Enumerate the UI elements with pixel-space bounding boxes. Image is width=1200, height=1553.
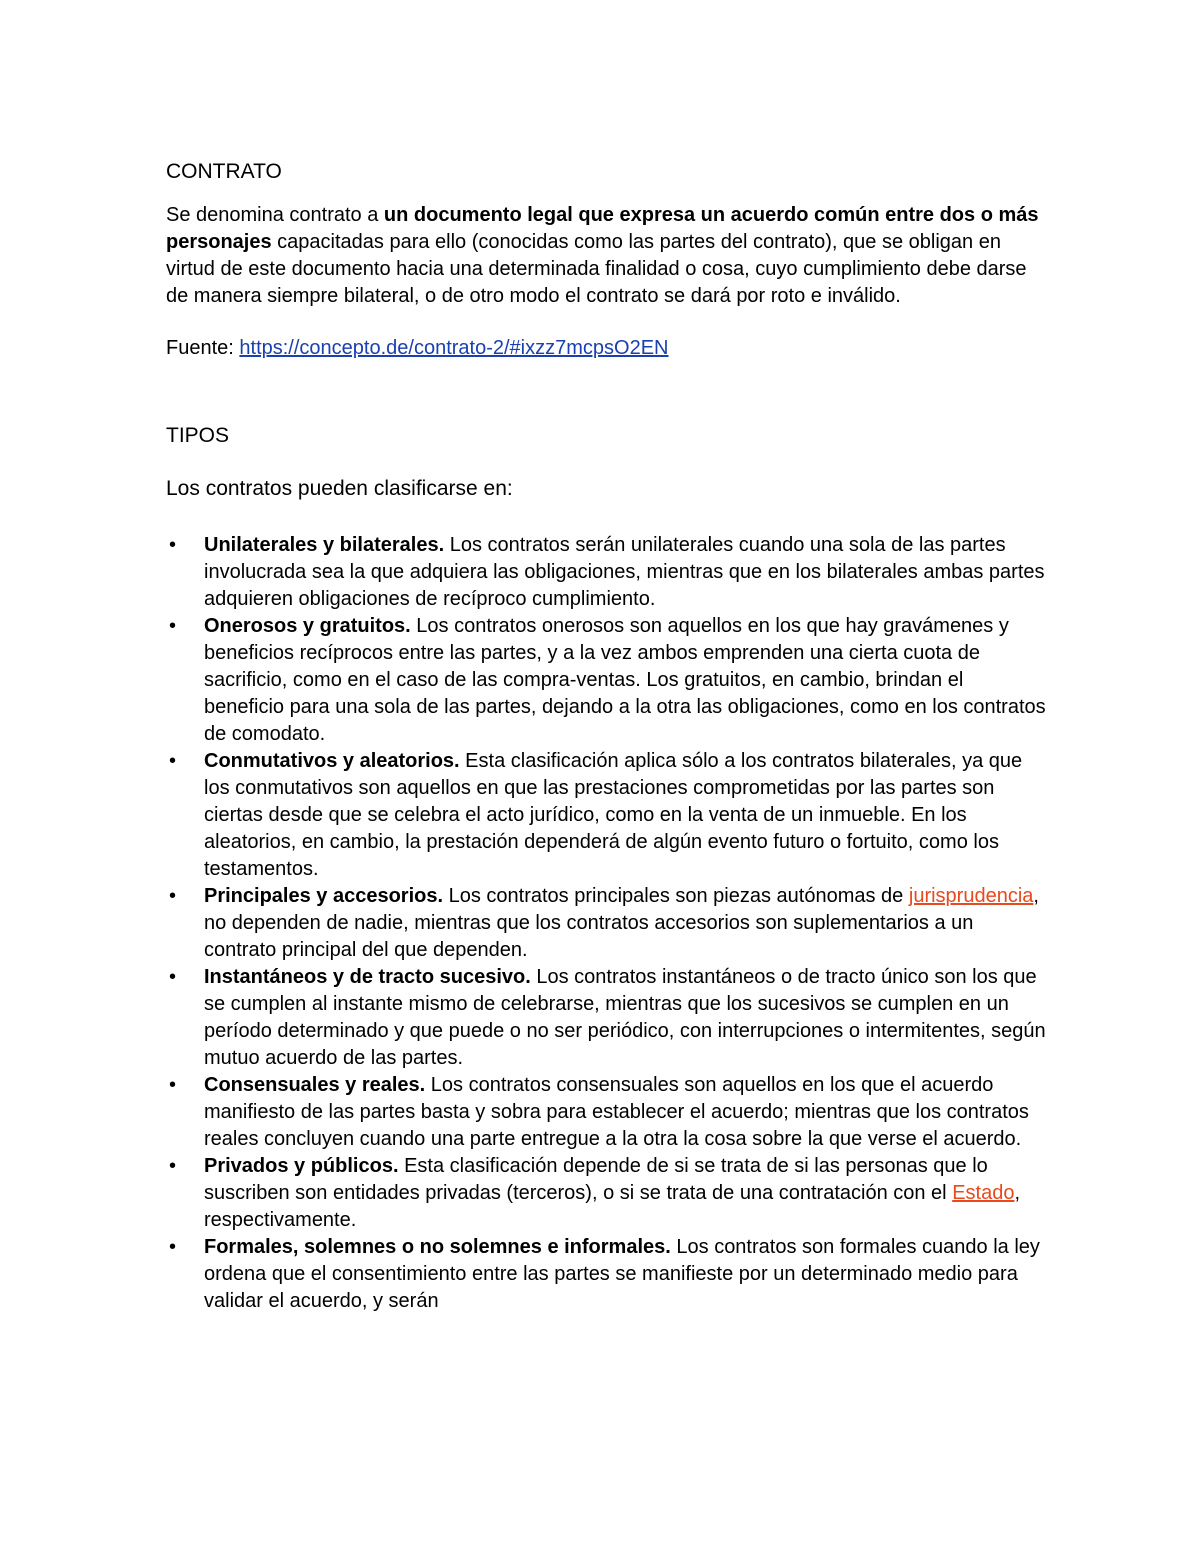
- definition-paragraph: [166, 202, 1046, 310]
- definition-rest: capacitadas para ello (conocidas como las partes del contrato), que se obligan en virtud de este documento hacia una determinada finalidad o cosa, cuyo cumplimiento debe darse de manera siempre bilateral, o de otro modo el contrato se dará por roto e inválido.: [166, 231, 1027, 307]
- type-text-after: , respectivamente.: [204, 1182, 1021, 1231]
- bullet-icon: •: [169, 1155, 177, 1177]
- list-item: [166, 1234, 1046, 1315]
- bullet-icon: •: [169, 1236, 177, 1258]
- type-text: Los contratos onerosos son aquellos en los que hay gravámenes y beneficios recíprocos entre las partes, y a la vez ambos emprenden una cierta cuota de sacrificio, como en el caso de las compra-ventas. Los gratuitos, en cambio, brindan el beneficio para una sola de las partes, dejando a la otra las obligaciones, como en los contratos de comodato.: [204, 615, 1046, 745]
- type-text: Los contratos instantáneos o de tracto único son los que se cumplen al instante mismo de celebrarse, mientras que los sucesivos se cumplen en un período determinado y que puede o no ser periódico, con interrupciones o intermitentes, según mutuo acuerdo de las partes.: [204, 966, 1046, 1069]
- type-text: Los contratos principales son piezas autónomas de: [443, 885, 909, 907]
- definition-bold: un documento legal que expresa un acuerdo común entre dos o más personajes: [166, 204, 1039, 253]
- bullet-icon: •: [169, 1074, 177, 1096]
- bullet-icon: •: [169, 885, 177, 907]
- type-text-after: , no dependen de nadie, mientras que los contratos accesorios son suplementarios a un contrato principal del que dependen.: [204, 885, 1039, 961]
- type-term: Instantáneos y de tracto sucesivo.: [204, 966, 531, 988]
- types-list: [166, 532, 1046, 1315]
- type-term: Formales, solemnes o no solemnes e informales.: [204, 1236, 671, 1258]
- list-item: [166, 964, 1046, 1072]
- type-text: Esta clasificación aplica sólo a los contratos bilaterales, ya que los conmutativos son aquellos en que las prestaciones comprometidas por las partes son ciertas desde que se celebra el acto jurídico, como en la venta de un inmueble. En los aleatorios, en cambio, la prestación dependerá de algún evento futuro o fortuito, como los testamentos.: [204, 750, 1023, 880]
- type-term: Consensuales y reales.: [204, 1074, 426, 1096]
- estado-link[interactable]: Estado: [952, 1182, 1015, 1204]
- type-term: Privados y públicos.: [204, 1155, 399, 1177]
- definition-lead: Se denomina contrato a: [166, 204, 384, 226]
- document-page: [166, 158, 1046, 1315]
- type-text: Esta clasificación depende de si se trata de si las personas que lo suscriben son entidades privadas (terceros), o si se trata de una contratación con el: [204, 1155, 988, 1204]
- type-term: Conmutativos y aleatorios.: [204, 750, 460, 772]
- section-title: TIPOS: [166, 424, 230, 447]
- source-line: [166, 335, 1046, 362]
- type-text: Los contratos consensuales son aquellos en los que el acuerdo manifiesto de las partes basta y sobra para establecer el acuerdo; mientras que los contratos reales concluyen cuando una parte entregue a la otra la cosa sobre la que verse el acuerdo.: [204, 1074, 1029, 1150]
- type-text: Los contratos son formales cuando la ley ordena que el consentimiento entre las partes se manifieste por un determinado medio para validar el acuerdo, y serán: [204, 1236, 1040, 1312]
- list-item: [166, 532, 1046, 613]
- list-item: [166, 613, 1046, 748]
- list-item: [166, 1072, 1046, 1153]
- bullet-icon: •: [169, 966, 177, 988]
- type-term: Principales y accesorios.: [204, 885, 444, 907]
- type-term: Onerosos y gratuitos.: [204, 615, 411, 637]
- document-title: CONTRATO: [166, 160, 282, 183]
- intro-text: Los contratos pueden clasificarse en:: [166, 477, 513, 500]
- bullet-icon: •: [169, 750, 177, 772]
- list-item: [166, 1153, 1046, 1234]
- source-label: Fuente:: [166, 337, 240, 359]
- type-term: Unilaterales y bilaterales.: [204, 534, 445, 556]
- jurisprudencia-link[interactable]: jurisprudencia: [908, 885, 1034, 907]
- list-item: [166, 748, 1046, 883]
- bullet-icon: •: [169, 615, 177, 637]
- list-item: [166, 883, 1046, 964]
- bullet-icon: •: [169, 534, 177, 556]
- type-text: Los contratos serán unilaterales cuando una sola de las partes involucrada sea la que adquiera las obligaciones, mientras que en los bilaterales ambas partes adquieren obligaciones de recíproco cumplimiento.: [204, 534, 1045, 610]
- source-link[interactable]: https://concepto.de/contrato-2/#ixzz7mcpsO2EN: [239, 337, 669, 359]
